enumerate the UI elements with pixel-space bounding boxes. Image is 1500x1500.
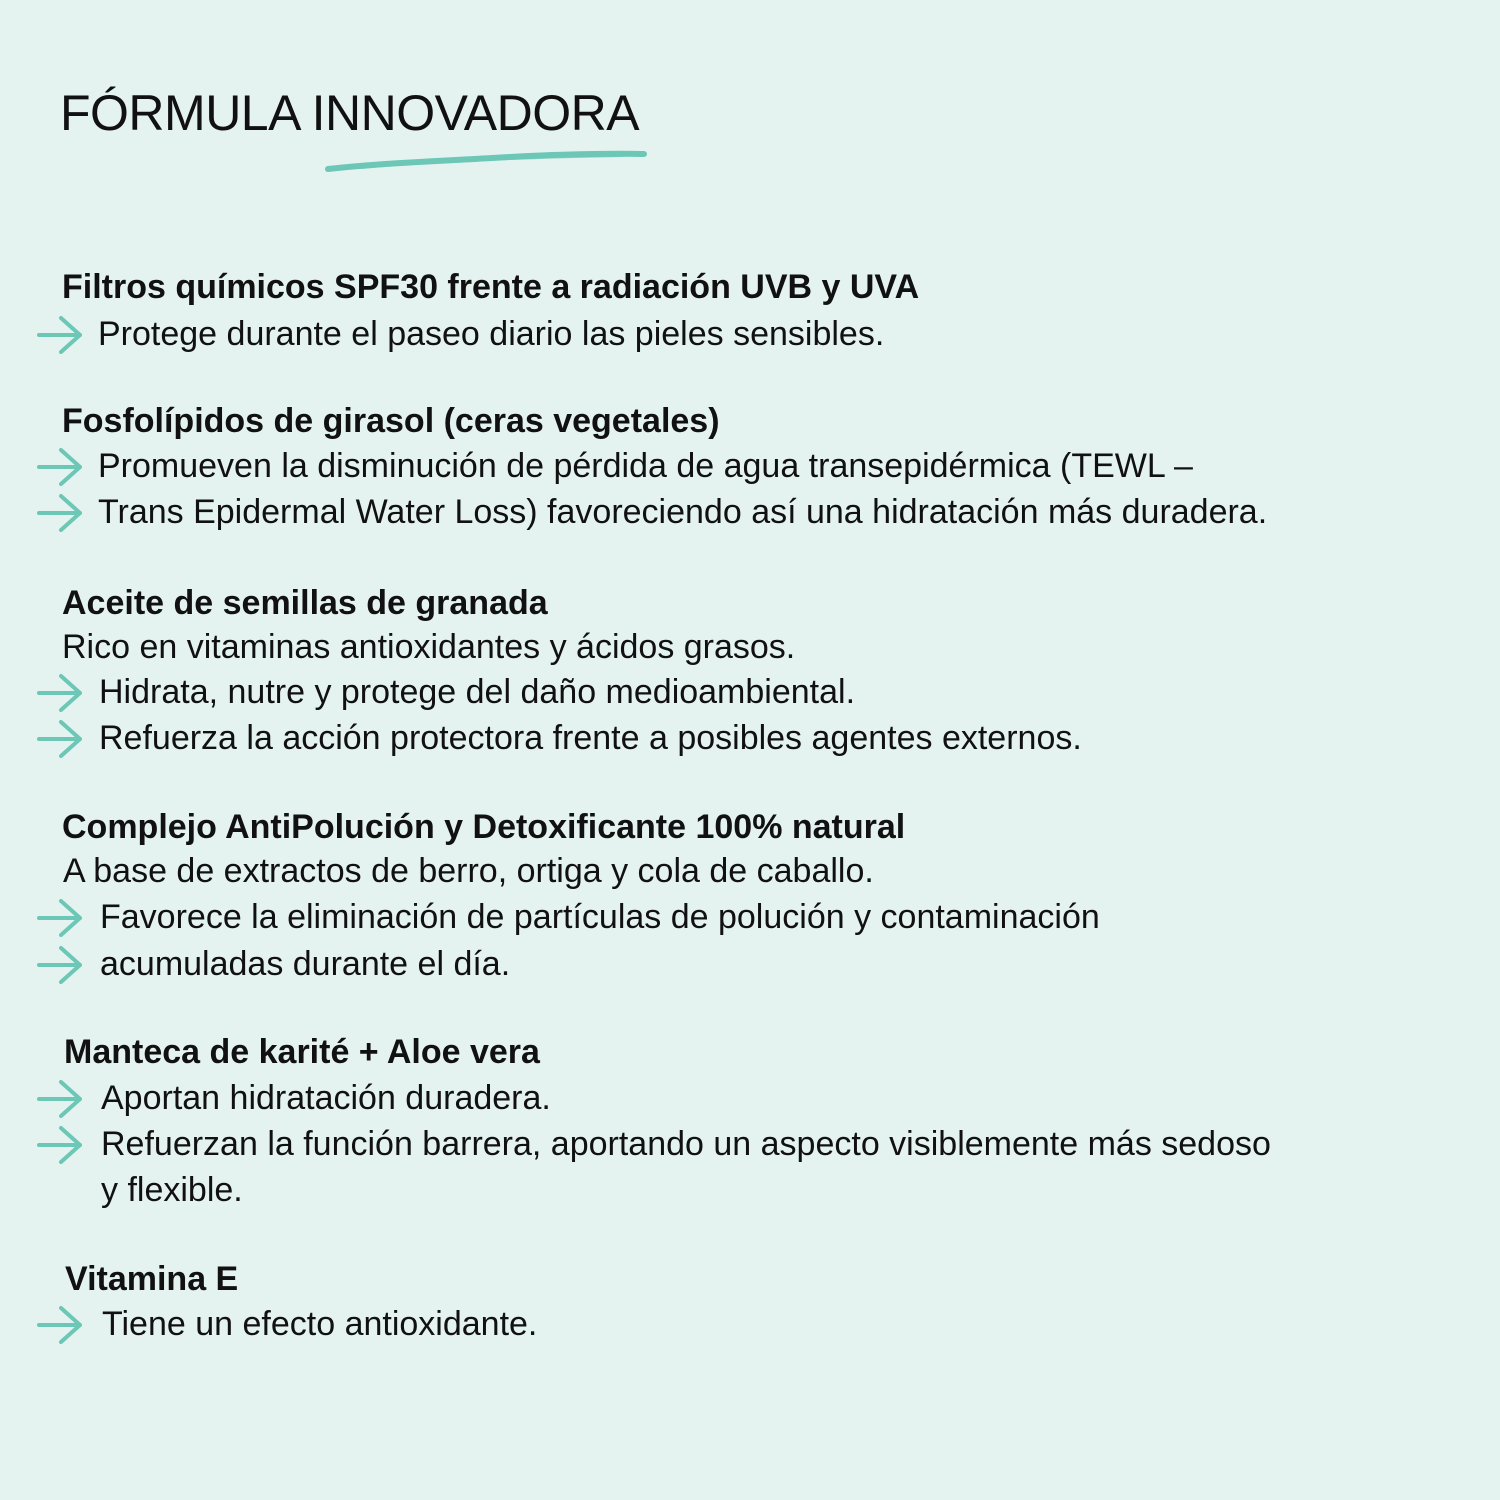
arrow-right-icon: [36, 446, 86, 486]
list-item: [0, 1078, 1500, 1118]
arrow-right-icon: [36, 492, 86, 532]
list-item: [0, 1124, 1500, 1164]
list-item-continuation: [0, 1170, 1500, 1210]
section-title-karite: Manteca de karité + Aloe vera: [64, 1033, 540, 1071]
list-item: [0, 672, 1500, 712]
list-item: [0, 718, 1500, 758]
list-item-text: Refuerzan la función barrera, aportando un aspecto visiblemente más sedoso: [101, 1125, 1271, 1163]
page-title: FÓRMULA INNOVADORA: [60, 85, 640, 141]
list-item: [0, 944, 1500, 984]
list-item: [0, 314, 1500, 354]
list-item-text: Protege durante el paseo diario las pieles sensibles.: [98, 315, 885, 353]
arrow-right-icon: [36, 718, 86, 758]
list-item-text: acumuladas durante el día.: [100, 945, 511, 983]
section-title-vitamina-e: Vitamina E: [65, 1260, 239, 1298]
section-title-granada: Aceite de semillas de granada: [62, 584, 548, 622]
arrow-right-icon: [36, 1304, 86, 1344]
list-item-text: Tiene un efecto antioxidante.: [102, 1305, 538, 1343]
section-title-antipolucion: Complejo AntiPolución y Detoxificante 100% natural: [62, 808, 906, 846]
arrow-right-icon: [36, 672, 86, 712]
arrow-right-icon: [36, 314, 86, 354]
brush-underline: [322, 145, 652, 179]
arrow-right-icon: [36, 1124, 86, 1164]
list-item-text: Aportan hidratación duradera.: [101, 1079, 551, 1117]
list-item-text: Refuerza la acción protectora frente a posibles agentes externos.: [99, 719, 1082, 757]
list-item: [0, 492, 1500, 532]
section-intro: Rico en vitaminas antioxidantes y ácidos grasos.: [62, 628, 796, 666]
arrow-right-icon: [36, 1078, 86, 1118]
list-item-text: y flexible.: [101, 1171, 243, 1209]
list-item: [0, 897, 1500, 937]
arrow-right-icon: [36, 944, 86, 984]
list-item-text: Hidrata, nutre y protege del daño medioambiental.: [99, 673, 856, 711]
list-item-text: Promueven la disminución de pérdida de agua transepidérmica (TEWL –: [98, 447, 1193, 485]
list-item: [0, 1304, 1500, 1344]
section-title-fosfolipidos: Fosfolípidos de girasol (ceras vegetales): [62, 402, 720, 440]
list-item-text: Favorece la eliminación de partículas de polución y contaminación: [100, 898, 1100, 936]
list-item: [0, 446, 1500, 486]
arrow-right-icon: [36, 897, 86, 937]
section-title-filtros: Filtros químicos SPF30 frente a radiación UVB y UVA: [62, 268, 920, 306]
section-intro: A base de extractos de berro, ortiga y cola de caballo.: [63, 852, 874, 890]
list-item-text: Trans Epidermal Water Loss) favoreciendo así una hidratación más duradera.: [98, 493, 1268, 531]
